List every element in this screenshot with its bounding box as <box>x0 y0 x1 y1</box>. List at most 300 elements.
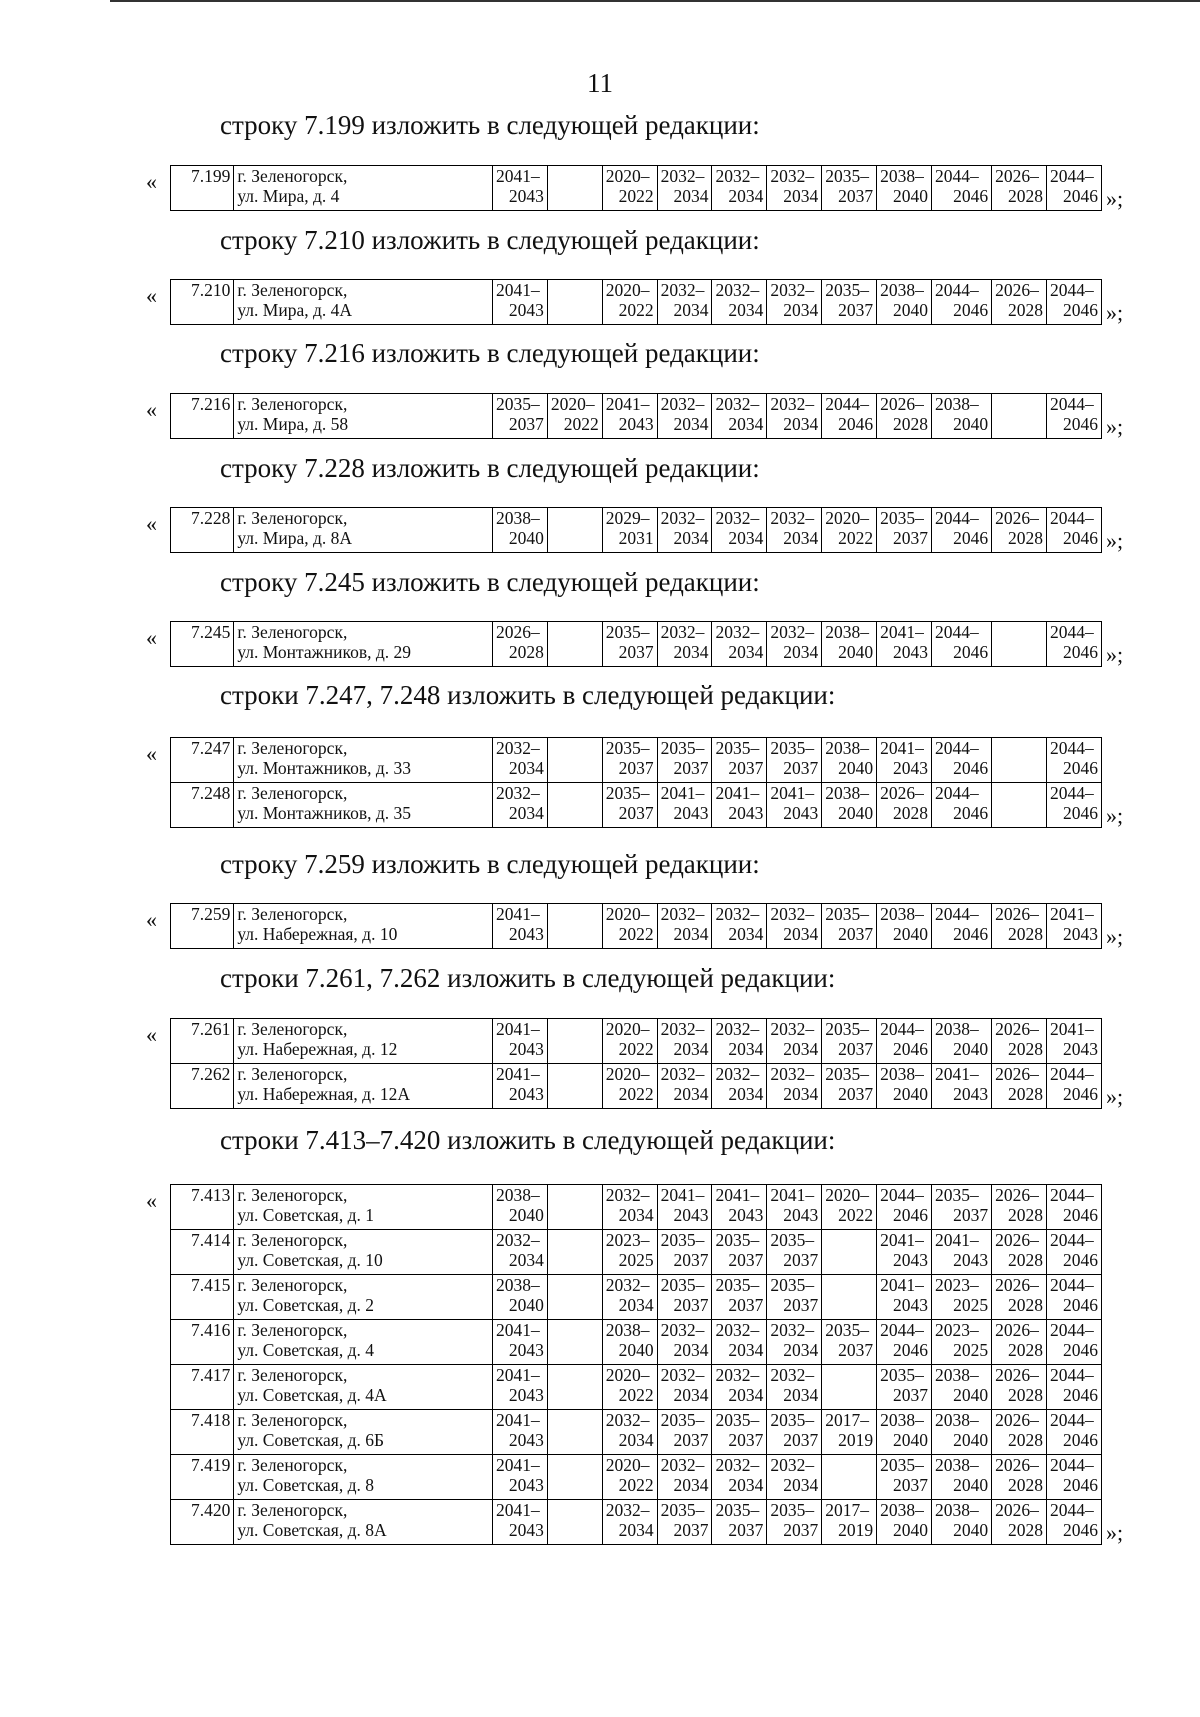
period-start: 2032– <box>495 783 540 803</box>
period-start: 2041– <box>715 783 760 803</box>
period-cell <box>767 1410 822 1455</box>
period-end: 2043 <box>508 1084 544 1104</box>
period-start: 2035– <box>715 1410 760 1430</box>
period-start: 2035– <box>880 1455 924 1475</box>
period-cell <box>602 738 657 783</box>
period-start: 2023– <box>934 1320 979 1340</box>
period-cell <box>547 904 602 949</box>
period-end: 2043 <box>673 803 709 823</box>
address-cell <box>234 1019 493 1064</box>
period-start: 2032– <box>770 622 815 642</box>
period-cell <box>712 1500 767 1545</box>
period-cell <box>822 1410 877 1455</box>
address-cell <box>234 1230 493 1275</box>
period-end: 2040 <box>892 924 928 944</box>
period-cell <box>992 1019 1047 1064</box>
period-start: 2032– <box>770 508 815 528</box>
period-start <box>551 783 599 803</box>
period-start <box>551 1019 599 1039</box>
period-cell <box>547 1275 602 1320</box>
period-cell <box>931 1064 991 1109</box>
period-start: 2035– <box>660 1275 705 1295</box>
amendment-heading: строку 7.210 изложить в следующей редакции: <box>220 225 760 255</box>
address-city: г. Зеленогорск, <box>237 394 348 414</box>
period-cell <box>822 1019 877 1064</box>
period-cell <box>877 1275 932 1320</box>
period-cell <box>547 1064 602 1109</box>
period-end <box>995 803 1043 823</box>
period-cell <box>767 1185 822 1230</box>
table-row <box>171 1455 1102 1500</box>
table-row <box>171 1019 1102 1064</box>
period-cell <box>1046 1320 1101 1365</box>
period-start: 2035– <box>715 1230 760 1250</box>
table-row <box>171 1185 1102 1230</box>
period-start <box>551 622 599 642</box>
period-end: 2022 <box>618 186 654 206</box>
period-cell <box>767 280 822 325</box>
period-end: 2046 <box>953 803 989 823</box>
period-start: 2023– <box>934 1275 979 1295</box>
period-cell <box>931 1185 991 1230</box>
period-start: 2035– <box>605 738 650 758</box>
period-cell <box>1046 1410 1101 1455</box>
period-end <box>551 528 599 548</box>
period-end <box>551 758 599 778</box>
period-cell <box>547 1500 602 1545</box>
address-city: г. Зеленогорск, <box>237 1500 348 1520</box>
period-end: 2043 <box>508 186 544 206</box>
period-start <box>825 1230 873 1250</box>
period-cell <box>822 904 877 949</box>
period-start: 2038– <box>934 1365 979 1385</box>
period-start: 2035– <box>934 1185 979 1205</box>
period-start <box>995 394 1043 414</box>
period-end: 2043 <box>508 300 544 320</box>
period-end: 2040 <box>618 1340 654 1360</box>
period-cell <box>877 904 932 949</box>
period-end: 2040 <box>953 1475 989 1495</box>
period-cell <box>992 1064 1047 1109</box>
period-cell <box>1046 1019 1101 1064</box>
period-cell <box>657 1320 712 1365</box>
period-end: 2028 <box>1007 300 1043 320</box>
period-end: 2034 <box>728 414 764 434</box>
period-start: 2035– <box>605 622 650 642</box>
period-cell <box>1046 280 1101 325</box>
period-end: 2046 <box>838 414 874 434</box>
period-start: 2026– <box>995 1365 1039 1385</box>
period-cell <box>931 1275 991 1320</box>
address-cell <box>234 1410 493 1455</box>
period-start: 2032– <box>770 1064 815 1084</box>
period-end: 2040 <box>508 1205 544 1225</box>
table-row <box>171 1410 1102 1455</box>
period-start: 2044– <box>1049 1230 1094 1250</box>
period-start: 2020– <box>605 904 650 924</box>
period-start: 2035– <box>770 1275 815 1295</box>
opening-quote: « <box>146 511 157 536</box>
row-number: 7.259 <box>171 904 234 949</box>
period-cell <box>712 738 767 783</box>
period-cell <box>712 508 767 553</box>
period-start: 2041– <box>660 1185 705 1205</box>
row-number: 7.417 <box>171 1365 234 1410</box>
period-start: 2023– <box>605 1230 650 1250</box>
period-cell <box>767 1455 822 1500</box>
period-start: 2020– <box>825 508 869 528</box>
period-cell <box>992 1275 1047 1320</box>
period-cell <box>492 783 547 828</box>
period-start: 2032– <box>715 1019 760 1039</box>
period-end: 2034 <box>728 1475 764 1495</box>
period-end: 2022 <box>563 414 599 434</box>
period-cell <box>992 1455 1047 1500</box>
period-end: 2046 <box>1063 1430 1098 1450</box>
period-end: 2019 <box>838 1430 874 1450</box>
address-city: г. Зеленогорск, <box>237 1230 348 1250</box>
period-cell <box>1046 904 1101 949</box>
period-cell <box>822 1365 877 1410</box>
period-start: 2038– <box>934 1500 979 1520</box>
period-start: 2032– <box>495 1230 540 1250</box>
period-cell <box>992 394 1047 439</box>
period-start: 2032– <box>715 394 760 414</box>
period-start: 2044– <box>1049 1500 1094 1520</box>
period-cell <box>1046 783 1101 828</box>
period-end: 2043 <box>508 1430 544 1450</box>
period-end: 2025 <box>953 1295 989 1315</box>
period-end: 2040 <box>953 414 989 434</box>
period-start: 2038– <box>934 1410 979 1430</box>
period-cell <box>1046 1455 1101 1500</box>
period-end: 2037 <box>838 924 874 944</box>
period-start: 2044– <box>1049 1185 1094 1205</box>
period-cell <box>767 904 822 949</box>
period-end: 2037 <box>618 642 654 662</box>
period-cell <box>992 280 1047 325</box>
period-start: 2026– <box>995 1275 1039 1295</box>
period-start: 2035– <box>660 1410 705 1430</box>
period-start: 2032– <box>715 904 760 924</box>
period-end <box>551 1475 599 1495</box>
closing-quote: »; <box>1106 924 1124 949</box>
period-end: 2037 <box>673 1295 709 1315</box>
period-start <box>551 738 599 758</box>
period-cell <box>547 1365 602 1410</box>
period-end: 2046 <box>1063 1475 1098 1495</box>
period-cell <box>712 1275 767 1320</box>
period-end: 2034 <box>783 528 819 548</box>
period-cell <box>822 166 877 211</box>
period-cell <box>992 1320 1047 1365</box>
period-end: 2034 <box>673 414 709 434</box>
period-start: 2044– <box>934 508 979 528</box>
period-cell <box>822 508 877 553</box>
period-start <box>551 166 599 186</box>
period-end: 2046 <box>1063 1205 1098 1225</box>
period-cell <box>712 394 767 439</box>
period-cell <box>992 1365 1047 1410</box>
period-end: 2046 <box>1063 758 1098 778</box>
period-cell <box>492 904 547 949</box>
address-cell <box>234 1500 493 1545</box>
period-start: 2032– <box>715 508 760 528</box>
period-cell <box>877 1410 932 1455</box>
closing-quote: »; <box>1106 642 1124 667</box>
period-end <box>551 803 599 823</box>
period-cell <box>767 1500 822 1545</box>
period-cell <box>492 1320 547 1365</box>
period-start <box>995 622 1043 642</box>
period-cell <box>767 1320 822 1365</box>
period-start: 2044– <box>825 394 869 414</box>
period-end <box>995 414 1043 434</box>
amendment-heading: строки 7.247, 7.248 изложить в следующей редакции: <box>220 680 836 710</box>
period-cell <box>1046 1064 1101 1109</box>
period-cell <box>547 622 602 667</box>
period-start <box>551 1500 599 1520</box>
period-start: 2041– <box>1049 904 1094 924</box>
period-end: 2025 <box>618 1250 654 1270</box>
period-end: 2043 <box>783 803 819 823</box>
period-start: 2038– <box>825 738 869 758</box>
opening-quote: « <box>146 741 157 766</box>
period-end: 2034 <box>728 1340 764 1360</box>
period-cell <box>822 280 877 325</box>
period-end: 2037 <box>618 758 654 778</box>
period-end: 2028 <box>1007 186 1043 206</box>
period-end: 2037 <box>783 1520 819 1540</box>
period-start: 2035– <box>770 738 815 758</box>
period-cell <box>931 1410 991 1455</box>
period-start: 2044– <box>1049 1064 1094 1084</box>
amendment-heading: строки 7.413–7.420 изложить в следующей редакции: <box>220 1125 836 1155</box>
schedule-table <box>170 621 1102 667</box>
period-end: 2034 <box>783 300 819 320</box>
period-end: 2034 <box>673 1340 709 1360</box>
period-end: 2034 <box>728 642 764 662</box>
period-end: 2037 <box>728 1295 764 1315</box>
period-cell <box>822 1275 877 1320</box>
period-cell <box>492 166 547 211</box>
period-cell <box>992 622 1047 667</box>
address-city: г. Зеленогорск, <box>237 280 348 300</box>
period-start: 2026– <box>495 622 540 642</box>
period-end: 2022 <box>618 1475 654 1495</box>
period-end: 2046 <box>953 186 989 206</box>
period-cell <box>767 1275 822 1320</box>
period-end: 2022 <box>618 1385 654 1405</box>
period-end <box>551 642 599 662</box>
period-cell <box>547 738 602 783</box>
period-end: 2037 <box>953 1205 989 1225</box>
period-end: 2043 <box>728 1205 764 1225</box>
period-start: 2032– <box>605 1275 650 1295</box>
schedule-table <box>170 393 1102 439</box>
period-start <box>551 1230 599 1250</box>
period-end: 2034 <box>673 1475 709 1495</box>
period-end: 2046 <box>1063 300 1098 320</box>
period-cell <box>931 1455 991 1500</box>
period-start: 2041– <box>495 1410 540 1430</box>
table-row <box>171 738 1102 783</box>
period-start: 2032– <box>715 1365 760 1385</box>
period-end: 2034 <box>728 300 764 320</box>
period-cell <box>767 1064 822 1109</box>
period-start: 2032– <box>770 166 815 186</box>
period-start: 2038– <box>880 1410 924 1430</box>
period-start <box>551 1365 599 1385</box>
period-end <box>551 1295 599 1315</box>
period-end: 2037 <box>783 1295 819 1315</box>
period-end: 2034 <box>728 1039 764 1059</box>
period-cell <box>877 166 932 211</box>
period-start <box>995 783 1043 803</box>
period-end: 2037 <box>673 758 709 778</box>
period-cell <box>712 1230 767 1275</box>
period-start: 2035– <box>825 1019 869 1039</box>
period-end: 2040 <box>838 758 874 778</box>
period-cell <box>657 1500 712 1545</box>
period-start: 2035– <box>825 280 869 300</box>
period-start: 2041– <box>495 280 540 300</box>
period-end: 2022 <box>838 528 874 548</box>
period-start: 2020– <box>605 1019 650 1039</box>
period-cell <box>492 280 547 325</box>
period-end: 2034 <box>783 1084 819 1104</box>
period-end: 2037 <box>728 1250 764 1270</box>
period-end: 2034 <box>728 528 764 548</box>
period-cell <box>602 1185 657 1230</box>
period-cell <box>492 1500 547 1545</box>
period-end: 2040 <box>953 1430 989 1450</box>
address-street: ул. Монтажников, д. 33 <box>237 758 412 778</box>
row-number: 7.415 <box>171 1275 234 1320</box>
period-end: 2034 <box>783 1340 819 1360</box>
period-end: 2034 <box>618 1430 654 1450</box>
row-number: 7.419 <box>171 1455 234 1500</box>
period-start: 2041– <box>495 1455 540 1475</box>
period-cell <box>931 904 991 949</box>
period-end: 2046 <box>892 1039 928 1059</box>
period-start: 2032– <box>660 1064 705 1084</box>
address-street: ул. Набережная, д. 12А <box>237 1084 410 1104</box>
closing-quote: »; <box>1106 1520 1124 1545</box>
period-start: 2026– <box>995 904 1039 924</box>
period-cell <box>602 783 657 828</box>
address-street: ул. Мира, д. 4А <box>237 300 353 320</box>
period-start: 2038– <box>934 1455 979 1475</box>
address-city: г. Зеленогорск, <box>237 1455 348 1475</box>
period-cell <box>822 738 877 783</box>
table-row <box>171 1064 1102 1109</box>
table-row <box>171 394 1102 439</box>
address-street: ул. Советская, д. 2 <box>237 1295 374 1315</box>
period-end: 2046 <box>892 1205 928 1225</box>
period-cell <box>492 1064 547 1109</box>
period-start: 2035– <box>715 738 760 758</box>
period-cell <box>822 1185 877 1230</box>
period-start <box>825 1365 873 1385</box>
period-cell <box>712 1320 767 1365</box>
period-end: 2034 <box>673 186 709 206</box>
period-end: 2034 <box>508 758 544 778</box>
period-end: 2046 <box>953 758 989 778</box>
address-city: г. Зеленогорск, <box>237 1019 348 1039</box>
period-start: 2026– <box>880 783 924 803</box>
period-cell <box>492 1230 547 1275</box>
period-end: 2028 <box>892 803 928 823</box>
period-end <box>551 924 599 944</box>
period-end: 2028 <box>1007 1430 1043 1450</box>
period-cell <box>712 166 767 211</box>
period-start: 2035– <box>880 508 924 528</box>
period-end: 2028 <box>1007 924 1043 944</box>
row-number: 7.262 <box>171 1064 234 1109</box>
period-start: 2044– <box>1049 622 1094 642</box>
period-start: 2017– <box>825 1500 869 1520</box>
period-cell <box>822 1064 877 1109</box>
period-end: 2040 <box>838 803 874 823</box>
period-cell <box>547 1019 602 1064</box>
address-street: ул. Советская, д. 4А <box>237 1385 387 1405</box>
address-street: ул. Советская, д. 8А <box>237 1520 387 1540</box>
period-cell <box>602 904 657 949</box>
period-end: 2034 <box>618 1295 654 1315</box>
period-cell <box>547 1185 602 1230</box>
period-end: 2043 <box>508 1340 544 1360</box>
period-end: 2037 <box>783 1430 819 1450</box>
address-city: г. Зеленогорск, <box>237 1064 348 1084</box>
address-cell <box>234 783 493 828</box>
period-end: 2040 <box>953 1039 989 1059</box>
period-end: 2028 <box>1007 1475 1043 1495</box>
period-start: 2020– <box>605 1064 650 1084</box>
period-cell <box>931 166 991 211</box>
period-start: 2044– <box>934 622 979 642</box>
period-start: 2035– <box>770 1410 815 1430</box>
period-start: 2032– <box>605 1410 650 1430</box>
row-number: 7.416 <box>171 1320 234 1365</box>
period-start: 2032– <box>660 904 705 924</box>
period-start: 2017– <box>825 1410 869 1430</box>
period-cell <box>767 622 822 667</box>
period-cell <box>877 1230 932 1275</box>
period-cell <box>877 1064 932 1109</box>
period-cell <box>992 1500 1047 1545</box>
period-end: 2031 <box>618 528 654 548</box>
period-cell <box>767 1230 822 1275</box>
period-end: 2037 <box>838 300 874 320</box>
period-start: 2044– <box>1049 508 1094 528</box>
period-cell <box>992 783 1047 828</box>
period-start <box>551 1410 599 1430</box>
period-start: 2041– <box>495 1365 540 1385</box>
address-cell <box>234 622 493 667</box>
period-cell <box>602 1320 657 1365</box>
period-cell <box>547 280 602 325</box>
row-number: 7.216 <box>171 394 234 439</box>
period-cell <box>712 1410 767 1455</box>
period-end <box>825 1295 873 1315</box>
period-start: 2035– <box>605 783 650 803</box>
period-end <box>995 642 1043 662</box>
period-start: 2032– <box>605 1500 650 1520</box>
period-end: 2034 <box>673 1039 709 1059</box>
period-cell <box>657 783 712 828</box>
period-cell <box>657 904 712 949</box>
